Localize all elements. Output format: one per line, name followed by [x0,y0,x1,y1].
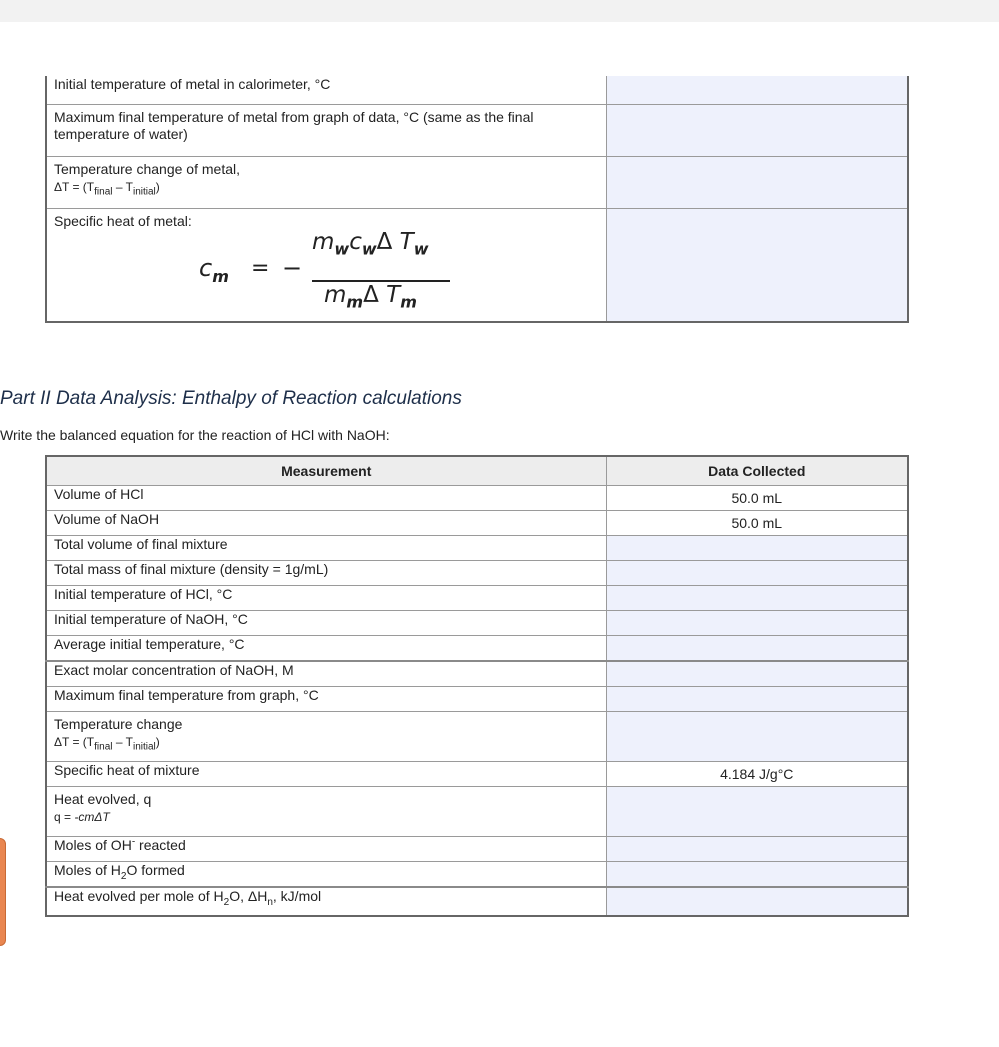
volume-naoh-value: 50.0 mL [606,511,908,536]
table-row [46,611,908,636]
table-row [46,561,908,586]
row-label: Moles of $H_2O$ formed [46,862,606,888]
moles-h2o-input[interactable] [606,862,908,888]
table-row [46,157,908,209]
row-label: Moles of OH- reacted [46,837,606,862]
row-label: Heat evolved per mole of $H_2O$, $\Delta H_n$, kJ/mol [46,887,606,916]
table-row [46,586,908,611]
data-collected-header: Data Collected [606,456,908,486]
table-row [46,105,908,157]
metal-specific-heat-table [45,76,909,323]
table-row [46,862,908,888]
heat-evolved-input[interactable] [606,787,908,837]
max-final-temp-input[interactable] [606,687,908,712]
table-row [46,712,908,762]
row-label [46,157,606,209]
row-label: Initial temperature of NaOH, °C [46,611,606,636]
formula-numerator: $m_wc_w\Delta$ $T_w$ [312,229,429,259]
table-row [46,486,908,511]
specific-heat-label: Specific heat of metal: [54,213,192,229]
table-row [46,661,908,687]
table-row [46,887,908,916]
row-label: Initial temperature of metal in calorimeter, °C [46,76,606,105]
row-label: Initial temperature of HCl, °C [46,586,606,611]
row-label: Total volume of final mixture [46,536,606,561]
top-bar [0,0,999,22]
table-row [46,762,908,787]
delta-t-formula: $\Delta T = (T_{final} - T_{initial})$ [54,180,160,198]
delta-t-formula: $\Delta T = (T_{final} - T_{initial})$ [54,735,160,753]
init-temp-naoh-input[interactable] [606,611,908,636]
total-volume-input[interactable] [606,536,908,561]
side-tab[interactable] [0,838,6,946]
row-label: Exact molar concentration of NaOH, M [46,661,606,687]
table-row [46,511,908,536]
molar-conc-input[interactable] [606,661,908,687]
measurement-header: Measurement [46,456,606,486]
specific-heat-metal-input[interactable] [606,209,908,323]
heat-per-mole-input[interactable] [606,887,908,916]
specific-heat-formula: $c_m$ = − $m_wc_w\Delta$ $T_w$ $m_m\Delta$ $T_m$ [54,230,599,316]
label-line: Temperature change of metal, [54,161,240,177]
total-mass-input[interactable] [606,561,908,586]
table-row [46,787,908,837]
volume-hcl-value: 50.0 mL [606,486,908,511]
initial-temp-metal-input[interactable] [606,76,908,105]
specific-heat-value: 4.184 J/g°C [606,762,908,787]
row-label: Specific heat of mixture [46,762,606,787]
instruction-text: Write the balanced equation for the reaction of HCl with NaOH: [0,427,390,443]
row-label: Temperature change $\Delta T = (T_{final} - T_{initial})$ [46,712,606,762]
enthalpy-table [45,455,909,917]
table-row [46,687,908,712]
row-label: Volume of NaOH [46,511,606,536]
formula-denominator: $m_m\Delta$ $T_m$ [324,282,417,312]
part2-title: Part II Data Analysis: Enthalpy of Reaction calculations [0,388,462,409]
table-header-row [46,456,908,486]
table-row [46,209,908,323]
row-label: Maximum final temperature from graph, °C [46,687,606,712]
table-row [46,536,908,561]
row-label: Average initial temperature, °C [46,636,606,662]
table-row [46,837,908,862]
row-label: Heat evolved, q q = -cmΔT [46,787,606,837]
row-label: Total mass of final mixture (density = 1g/mL) [46,561,606,586]
temp-change-input[interactable] [606,712,908,762]
moles-oh-input[interactable] [606,837,908,862]
avg-init-temp-input[interactable] [606,636,908,662]
temp-change-metal-input[interactable] [606,157,908,209]
init-temp-hcl-input[interactable] [606,586,908,611]
row-label [46,209,606,323]
table-row [46,76,908,105]
row-label: Volume of HCl [46,486,606,511]
table-row [46,636,908,662]
row-label: Maximum final temperature of metal from graph of data, °C (same as the final temperature of water) [46,105,606,157]
max-final-temp-metal-input[interactable] [606,105,908,157]
